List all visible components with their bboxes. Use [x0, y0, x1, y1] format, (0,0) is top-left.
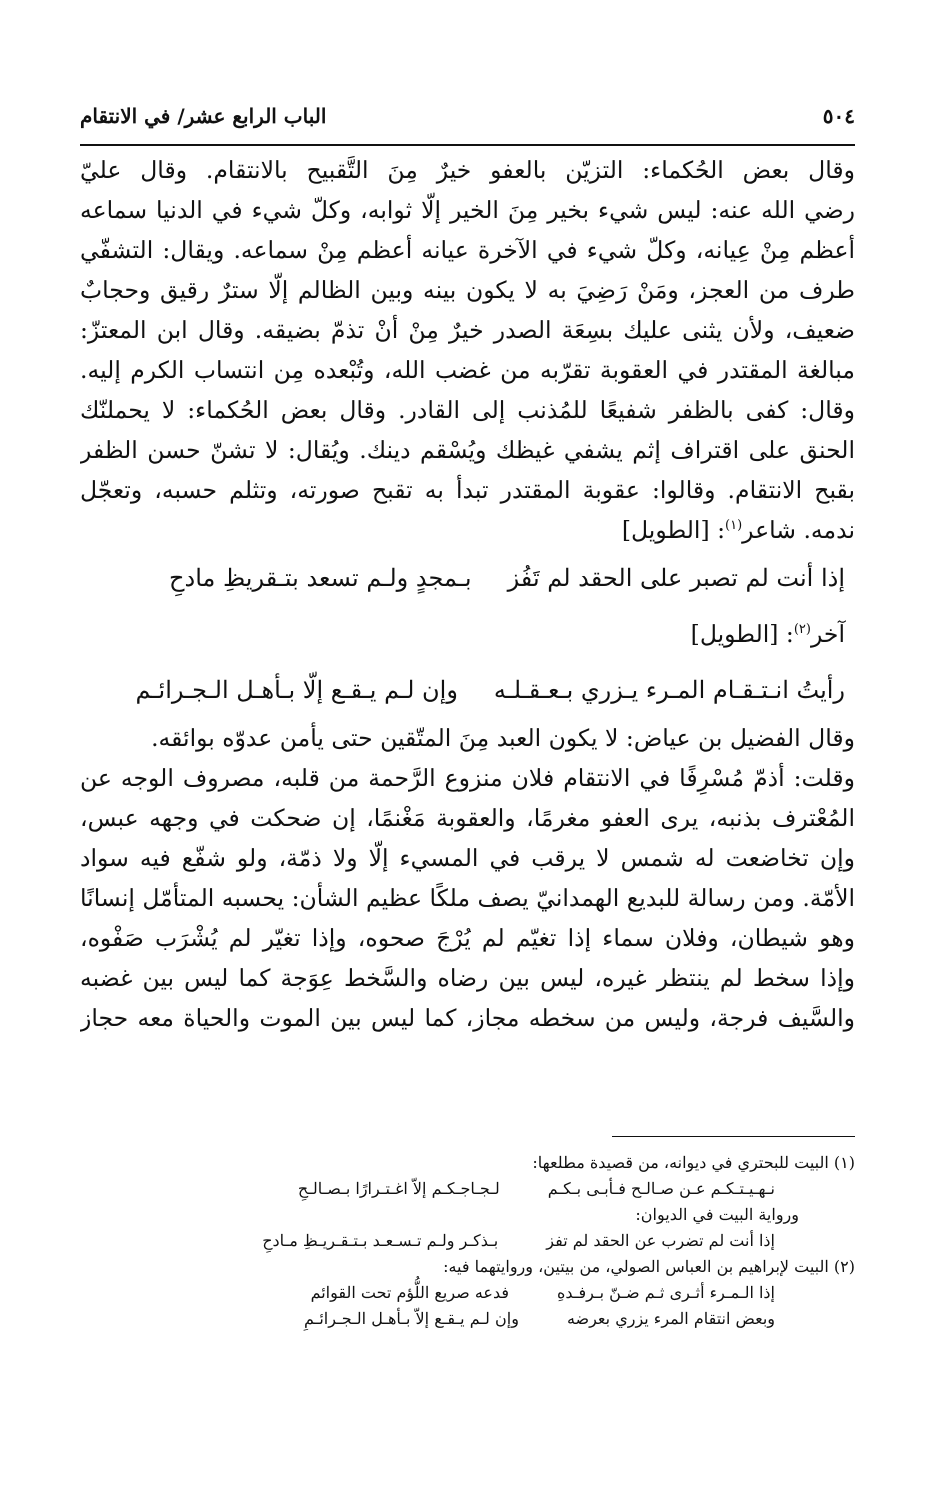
text-line: رضي الله عنه: ليس شيء بخير مِنَ الخير إلّا ثوابه، وكلّ شيء في الدنيا سماعه	[80, 196, 855, 224]
footnote-1-verse-1	[80, 1176, 855, 1202]
footnote-2-verse-1	[80, 1280, 855, 1306]
text-line: الحنق على اقتراف إثم يشفي غيظك ويُسْقم دينك. ويُقال: لا تشنّ حسن الظفر	[80, 436, 855, 464]
verse-1-first-hemistich: إذا أنت لم تصبر على الحقد لم تَفُز	[507, 564, 845, 592]
text-line: ضعيف، ولأن يثنى عليك بسِعَة الصدر خيرٌ مِنْ أنْ تذمّ بضيقه. وقال ابن المعتزّ:	[80, 316, 855, 344]
text-line: وقلت: أذمّ مُسْرِفًا في الانتقام فلان منزوع الرَّحمة من قلبه، مصروف الوجه عن	[80, 764, 855, 792]
footnote-mark-1[interactable]: (١)	[725, 518, 743, 534]
meter-label: : [الطويل]	[690, 620, 794, 648]
another-label: آخر	[810, 620, 845, 648]
text-line: مبالغة المقتدر في العقوبة تقرّبه من غضب الله، وتُبْعده مِن انتساب الكرم إليه.	[80, 356, 855, 384]
footnote-1-intro: (١) البيت للبحتري في ديوانه، من قصيدة مطلعها:	[532, 1153, 855, 1172]
page-number: ٥٠٤	[822, 104, 855, 128]
verse-2-second-hemistich: وإن لـم يـقـع إلّا بـأهـل الـجـرائـم	[135, 676, 458, 704]
footnotes	[80, 1150, 855, 1332]
hemistich: فدعه صريع اللُّؤم تحت القوائم	[310, 1283, 509, 1302]
text-line: وإذا سخط لم ينتظر غيره، ليس بين رضاه والسَّخط عِوَجة كما ليس بين غضبه	[80, 964, 855, 992]
poet-label: ندمه. شاعر	[742, 516, 855, 544]
footnote-rule	[612, 1136, 855, 1137]
text-line: الأمّة. ومن رسالة للبديع الهمدانيّ يصف ملكًا عظيم الشأن: يحسبه المتأمّل إنسانًا	[80, 884, 855, 912]
chapter-title: الباب الرابع عشر/ في الانتقام	[80, 104, 327, 128]
text-line: وقال الفضيل بن عياض: لا يكون العبد مِنَ المتّقين حتى يأمن عدوّه بوائقه.	[151, 724, 855, 752]
text-line: بقبح الانتقام. وقالوا: عقوبة المقتدر تبدأ به تقبح صورته، وتثلم حسبه، وتعجّل	[80, 476, 855, 504]
text-line: طرف من العجز، ومَنْ رَضِيَ به لا يكون بينه وبين الظالم إلّا سترٌ رقيق وحجابٌ	[80, 276, 855, 304]
footnote-1-note: ورواية البيت في الديوان:	[635, 1205, 799, 1224]
hemistich: وبعض انتقام المرء يزري بعرضه	[566, 1309, 775, 1328]
verse-1-second-hemistich: بـمجدٍ ولـم تسعد بتـقريظِ مادحِ	[169, 564, 472, 592]
meter-label: : [الطويل]	[621, 516, 726, 544]
text-line: أعظم مِنْ عِيانه، وكلّ شيء في الآخرة عيانه أعظم مِنْ سماعه. ويقال: التشفّي	[80, 236, 855, 264]
verse-1	[80, 550, 855, 606]
text-line: والسَّيف فرجة، وليس من سخطه مجاز، كما ليس بين الموت والحياة معه حجاز	[80, 1004, 855, 1032]
header-rule	[80, 144, 855, 146]
main-text	[80, 150, 855, 1038]
another-poet-line	[80, 606, 855, 662]
text-line: وإن تخاضعت له شمس لا يرقب في المسيء إلّا ولا ذمّة، ولو شفّع فيه سواد	[80, 844, 855, 872]
hemistich: بـذكـر ولـم تـسـعـد بـتـقـريـظِ مـادحِ	[262, 1231, 499, 1250]
footnote-mark-2[interactable]: (٢)	[793, 622, 811, 638]
hemistich: إذا الـمـرء أثـرى ثـم ضـنّ بـرفـدهِ	[556, 1283, 775, 1302]
footnote-1-verse-2	[80, 1228, 855, 1254]
verse-2-first-hemistich: رأيتُ انـتـقـام المـرء يـزري بـعـقـلـه	[493, 676, 845, 704]
text-line: وقال: كفى بالظفر شفيعًا للمُذنب إلى القادر. وقال بعض الحُكماء: لا يحملنّك	[80, 396, 855, 424]
verse-2	[80, 662, 855, 718]
hemistich: نـهـيـتـكـم عـن صـالـح فـأبـى بـكـم	[547, 1179, 775, 1198]
text-line: المُعْترف بذنبه، يرى العفو مغرمًا، والعقوبة مَغْنمًا، إن ضحكت في وجهه عبس،	[80, 804, 855, 832]
running-header	[80, 104, 855, 138]
poet-line	[80, 510, 855, 550]
text-line: وهو شيطان، وفلان سماء إذا تغيّم لم يُرْجَ صحوه، وإذا تغيّر لم يُشْرَب صَفْوه،	[80, 924, 855, 952]
hemistich: لـجـاجـكـم إلاّ اغـتـرارًا بـصـالـحِ	[297, 1179, 500, 1198]
footnote-2-intro: (٢) البيت لإبراهيم بن العباس الصولي، من بيتين، وروايتهما فيه:	[443, 1257, 855, 1276]
hemistich: وإن لـم يـقـع إلاّ بـأهـل الـجـرائـمِ	[304, 1309, 519, 1328]
hemistich: إذا أنت لم تضرب عن الحقد لم تفز	[546, 1231, 775, 1250]
text-line: وقال بعض الحُكماء: التزيّن بالعفو خيرٌ مِنَ التَّقبيح بالانتقام. وقال عليّ	[80, 156, 855, 184]
footnote-2-verse-2	[80, 1306, 855, 1332]
